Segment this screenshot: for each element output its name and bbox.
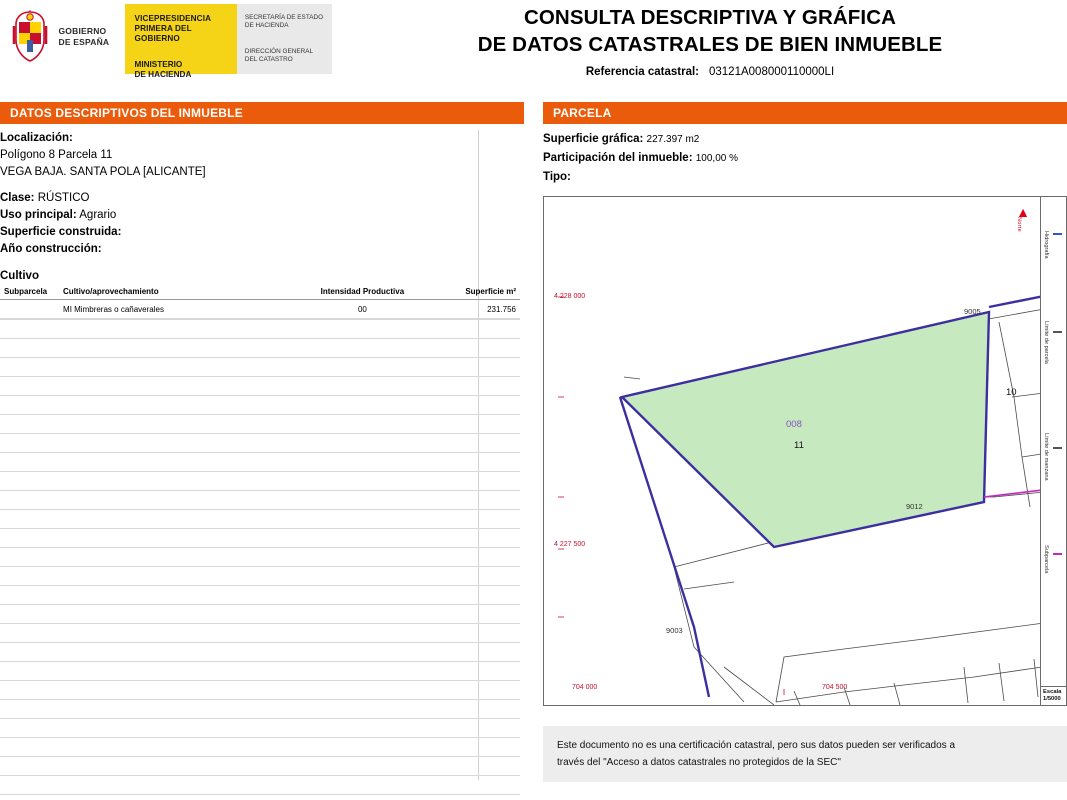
table-row-empty xyxy=(0,528,520,547)
coord-label-y-mid: 4 227 500 xyxy=(554,541,586,548)
parcel-polygon-label: 008 xyxy=(786,419,802,430)
cultivo-table xyxy=(0,285,520,319)
parcela-panel xyxy=(543,130,1067,187)
secretaria-line2: DE HACIENDA xyxy=(244,22,289,29)
coord-label-x-left: 704 000 xyxy=(572,684,598,691)
table-row-empty xyxy=(0,452,520,471)
cell-subparcela xyxy=(0,300,59,319)
catastro-grey-block xyxy=(237,4,332,74)
legend-label-subparcela: Subparcela xyxy=(1043,545,1049,574)
participacion-value: 100,00 % xyxy=(695,153,739,164)
table-row-empty xyxy=(0,490,520,509)
road-label-9003: 9003 xyxy=(666,626,683,635)
cell-intensidad: 00 xyxy=(300,300,424,319)
section-header-descriptive-data: DATOS DESCRIPTIVOS DEL INMUEBLE xyxy=(0,102,524,124)
cultivo-empty-rows xyxy=(0,319,520,795)
direccion-general-line1: DIRECCIÓN GENERAL xyxy=(244,48,314,55)
table-row-empty xyxy=(0,395,520,414)
north-arrow-icon: ▲ xyxy=(1016,204,1030,220)
footer-disclaimer xyxy=(543,726,1067,782)
road-label-9005: 9005 xyxy=(964,307,981,316)
col-cultivo: Cultivo/aprovechamiento xyxy=(59,285,300,300)
government-logo-block xyxy=(0,4,332,79)
anio-construccion-row xyxy=(0,241,524,258)
vicepresidencia-line1: VICEPRESIDENCIA xyxy=(134,14,212,23)
col-intensidad: Intensidad Productiva xyxy=(300,285,424,300)
tipo-label: Tipo: xyxy=(543,171,571,183)
table-row-empty xyxy=(0,661,520,680)
road-label-9012: 9012 xyxy=(906,502,923,511)
table-row-empty xyxy=(0,376,520,395)
table-row-empty xyxy=(0,718,520,737)
direccion-general-line2: DEL CATASTRO xyxy=(244,56,293,63)
cadastral-reference xyxy=(360,66,1060,78)
title-line-2: DE DATOS CATASTRALES DE BIEN INMUEBLE xyxy=(477,33,943,56)
map-scale xyxy=(1041,686,1066,705)
cultivo-table-header-row xyxy=(0,285,520,300)
legend-swatch-subparcela xyxy=(1053,553,1062,555)
table-row-empty xyxy=(0,756,520,775)
superficie-grafica-label: Superficie gráfica: xyxy=(543,133,644,145)
anio-construccion-label: Año construcción: xyxy=(0,243,102,255)
participacion-row xyxy=(543,149,1067,168)
footer-line-1: Este documento no es una certificación catastral, pero sus datos pueden ser verificados a xyxy=(557,740,956,751)
superficie-grafica-value: 227.397 m2 xyxy=(646,134,700,145)
north-arrow-label: Norte xyxy=(1016,217,1022,232)
ministerio-line2: DE HACIENDA xyxy=(134,70,192,79)
clase-value: RÚSTICO xyxy=(37,192,90,204)
vicepresidencia-line2: PRIMERA DEL GOBIERNO xyxy=(134,24,192,43)
legend-swatch-limite-parcela xyxy=(1053,331,1062,333)
cell-superficie: 231.756 xyxy=(424,300,520,319)
section-header-parcela: PARCELA xyxy=(543,102,1067,124)
localizacion-line-1: Polígono 8 Parcela 11 xyxy=(0,149,113,161)
map-legend xyxy=(1040,197,1066,705)
cell-cultivo: MI Mimbreras o cañaverales xyxy=(59,300,300,319)
uso-row xyxy=(0,207,524,224)
table-row-empty xyxy=(0,699,520,718)
coord-label-x-right: 704 500 xyxy=(822,684,848,691)
cultivo-title: Cultivo xyxy=(0,270,39,282)
clase-label: Clase: xyxy=(0,192,35,204)
uso-value: Agrario xyxy=(79,209,117,221)
gobierno-line2: DE ESPAÑA xyxy=(58,37,110,47)
scale-label: Escala xyxy=(1043,689,1062,695)
table-row-empty xyxy=(0,680,520,699)
ministry-yellow-block xyxy=(125,4,237,79)
table-row-empty xyxy=(0,775,520,794)
legend-label-limite-parcela: Límite de parcela xyxy=(1043,321,1049,364)
clase-row xyxy=(0,190,524,207)
footer-line-2: través del "Acceso a datos catastrales no protegidos de la SEC" xyxy=(557,757,841,768)
descriptive-data-panel xyxy=(0,130,524,795)
coat-of-arms-icon xyxy=(0,4,58,74)
coord-label-y-top: 4 228 000 xyxy=(554,293,586,300)
table-row-empty xyxy=(0,338,520,357)
ministerio-line1: MINISTERIO xyxy=(134,60,183,69)
coat-of-arms-svg xyxy=(10,10,50,64)
cadastral-map[interactable] xyxy=(543,196,1067,706)
table-row-empty xyxy=(0,585,520,604)
uso-label: Uso principal: xyxy=(0,209,77,221)
table-row xyxy=(0,300,520,319)
scale-value: 1/5000 xyxy=(1043,696,1061,702)
table-row-empty xyxy=(0,357,520,376)
gobierno-text xyxy=(58,4,124,74)
reference-value: 03121A008000110000LI xyxy=(709,66,835,78)
map-drawing xyxy=(544,197,1067,706)
localizacion-label-text: Localización: xyxy=(0,132,73,144)
col-superficie: Superficie m² xyxy=(424,285,520,300)
parcel-polygon xyxy=(622,312,989,547)
table-row-empty xyxy=(0,604,520,623)
table-row-empty xyxy=(0,737,520,756)
gobierno-line1: GOBIERNO xyxy=(58,26,107,36)
reference-label: Referencia catastral: xyxy=(585,66,699,78)
col-subparcela: Subparcela xyxy=(0,285,59,300)
tipo-row xyxy=(543,168,1067,187)
table-row-empty xyxy=(0,547,520,566)
table-row-empty xyxy=(0,509,520,528)
table-row-empty xyxy=(0,566,520,585)
table-row-empty xyxy=(0,642,520,661)
table-row-empty xyxy=(0,471,520,490)
localizacion-line-2: VEGA BAJA. SANTA POLA [ALICANTE] xyxy=(0,166,206,178)
legend-swatch-hidrografia xyxy=(1053,233,1062,235)
superficie-construida-label: Superficie construida: xyxy=(0,226,122,238)
table-row-empty xyxy=(0,623,520,642)
superficie-construida-row xyxy=(0,224,524,241)
legend-label-hidrografia: Hidrografía xyxy=(1043,231,1049,259)
title-line-1: CONSULTA DESCRIPTIVA Y GRÁFICA xyxy=(523,6,897,29)
table-row-empty xyxy=(0,319,520,338)
table-row-empty xyxy=(0,414,520,433)
north-arrow xyxy=(1016,204,1030,232)
neighbour-parcel-label: 10 xyxy=(1006,387,1017,398)
table-row-empty xyxy=(0,433,520,452)
parcel-number-label: 11 xyxy=(794,440,804,451)
document-header xyxy=(0,0,1067,96)
legend-swatch-limite-manzana xyxy=(1053,447,1062,449)
secretaria-line1: SECRETARÍA DE ESTADO xyxy=(244,14,324,21)
participacion-label: Participación del inmueble: xyxy=(543,152,693,164)
localizacion-label xyxy=(0,130,524,147)
legend-label-limite-manzana: Límite de manzana xyxy=(1043,433,1049,481)
superficie-grafica-row xyxy=(543,130,1067,149)
document-title-block xyxy=(360,4,1060,78)
